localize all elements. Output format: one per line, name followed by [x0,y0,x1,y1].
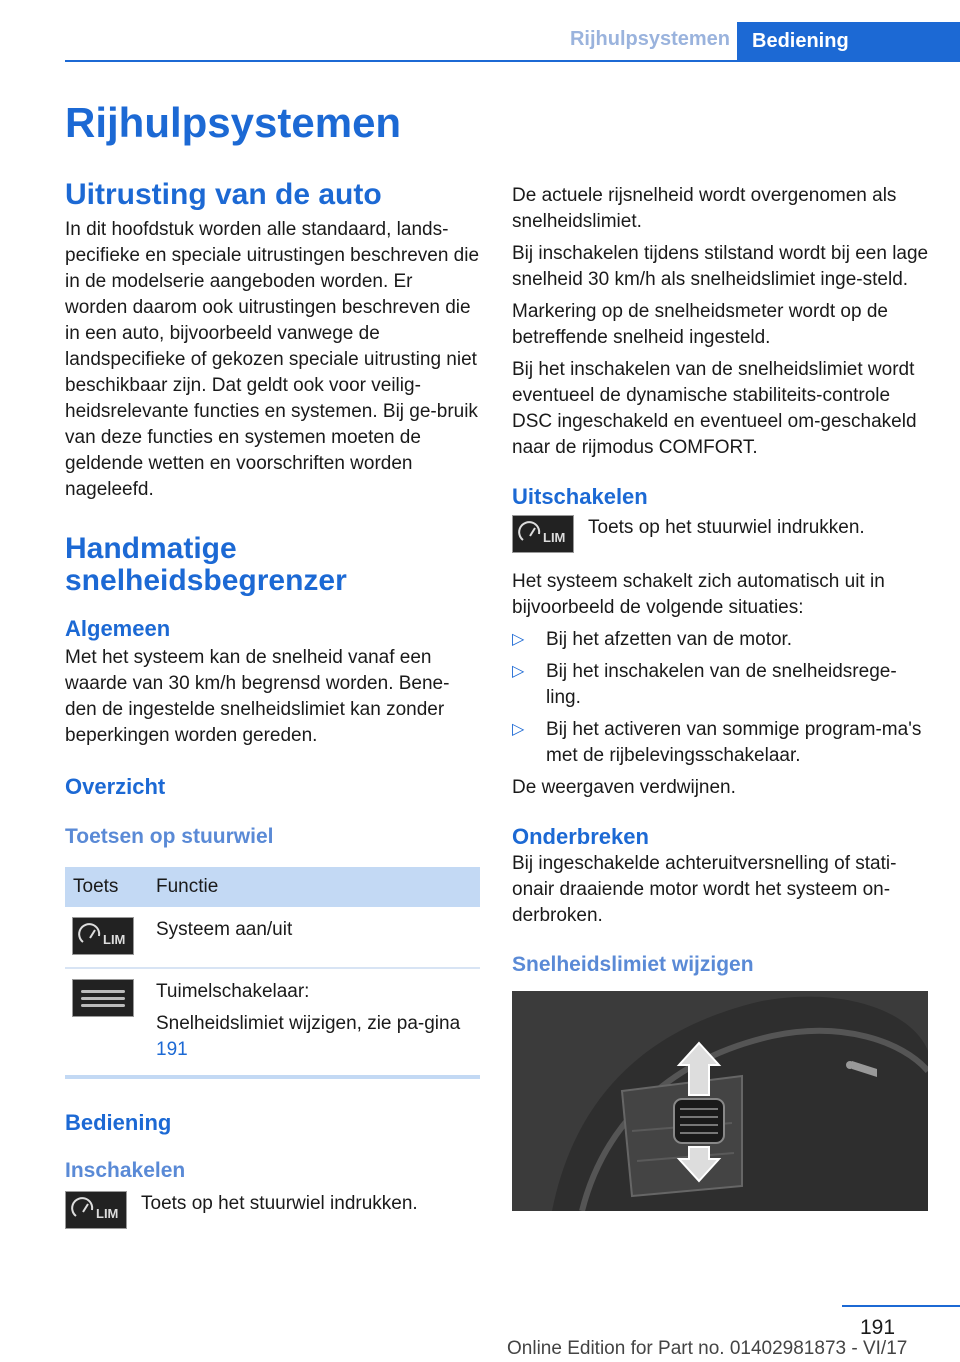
page-reference-link[interactable]: 191 [156,1039,188,1060]
heading-bediening: Bediening [65,1110,172,1135]
lim-icon-label: LIM [96,1206,119,1221]
text-dsc: Bij het inschakelen van de snelheidslimiet wordt eventueel de dynamische stabiliteits-controle DSC ingeschakeld en eventueel om-geschakeld naar de rijmodus COMFORT. [512,359,917,458]
table-cell-functie: Tuimelschakelaar: [156,981,310,1002]
text-weergaven: De weergaven verdwijnen. [512,777,736,798]
heading-algemeen: Algemeen [65,616,171,641]
footer-rule [842,1305,960,1307]
list-item: ▷ Bij het inschakelen van de snelheidsrege-ling. [512,661,897,708]
lim-icon-label: LIM [103,932,126,947]
list-item: ▷ Bij het activeren van sommige program-ma's met de rijbelevingsschakelaar. [512,719,922,766]
steering-wheel-photo [512,991,928,1211]
header-rule [65,60,960,62]
keys-table [65,867,480,1079]
text-auto-uit: Het systeem schakelt zich automatisch uit in bijvoorbeeld de volgende situaties: [512,571,885,618]
triangle-bullet-icon: ▷ [512,663,525,680]
heading-uitschakelen: Uitschakelen [512,484,648,509]
table-cell-functie: Systeem aan/uit [148,907,480,968]
text-uitschakelen: Toets op het stuurwiel indrukken. [588,517,865,538]
table-row [65,907,480,968]
text-inschakelen: Toets op het stuurwiel indrukken. [141,1193,418,1214]
heading-inschakelen: Inschakelen [65,1159,186,1182]
heading-uitrusting: Uitrusting van de auto [65,178,382,211]
table-row [65,968,480,1077]
situations-list [512,627,930,769]
list-item: ▷ Bij het afzetten van de motor. [512,627,930,653]
rocker-switch-icon [72,979,134,1017]
text-algemeen: Met het systeem kan de snelheid vanaf een waarde van 30 km/h begrensd worden. Bene-den de ingestelde snelheidslimiet kan zonder beperkingen worden gereden. [65,647,450,746]
page-number: 191 [860,1316,896,1339]
table-header-toets: Toets [65,867,148,907]
lim-icon-label: LIM [543,530,566,545]
heading-overzicht: Overzicht [65,774,166,799]
heading-wijzigen: Snelheidslimiet wijzigen [512,953,754,976]
heading-handmatige: Handmatige snelheidsbegrenzer [65,532,347,597]
edition-footer: Online Edition for Part no. 01402981873 - VI/17 [507,1338,908,1359]
right-column [512,183,930,1211]
header-section-title: Rijhulpsystemen [569,28,730,50]
table-cell-functie-detail: Snelheidslimiet wijzigen, zie pa-gina [156,1013,461,1034]
triangle-bullet-icon: ▷ [512,721,525,738]
page-title: Rijhulpsystemen [65,99,402,146]
text-uitrusting: In dit hoofdstuk worden alle standaard, lands-pecifieke en speciale uitrustingen beschreven die in de modelserie aangeboden worden. Er worden daarom ook uitrustingen beschreven die in een auto, bijvoorbeeld vanwege de landspecifieke of gekozen speciale uitrusting niet beschikbaar zijn. Dat geldt ook voor veilig-heidsrelevante functies en systemen. Bij ge-bruik van deze functies en systemen moeten de geldende wetten en voorschriften worden nageleefd. [65,219,480,500]
heading-toetsen: Toetsen op stuurwiel [65,825,274,848]
header-tab: Bediening [737,22,960,62]
text-onderbreken: Bij ingeschakelde achteruitversnelling of stati-onair draaiende motor wordt het systeem on-derbroken. [512,853,897,926]
text-stilstand: Bij inschakelen tijdens stilstand wordt bij een lage snelheid 30 km/h als snelheidslimiet inge-steld. [512,243,929,290]
lim-button-icon [512,515,574,553]
left-column [65,95,480,1229]
table-header-functie: Functie [148,867,480,907]
heading-onderbreken: Onderbreken [512,824,649,849]
triangle-bullet-icon: ▷ [512,631,525,648]
lim-button-icon [65,1191,127,1229]
text-rijsnelheid: De actuele rijsnelheid wordt overgenomen als snelheidslimiet. [512,185,897,232]
text-markering: Markering op de snelheidsmeter wordt op de betreffende snelheid ingesteld. [512,301,888,348]
table-header-row [65,867,480,907]
lim-button-icon [72,917,134,955]
